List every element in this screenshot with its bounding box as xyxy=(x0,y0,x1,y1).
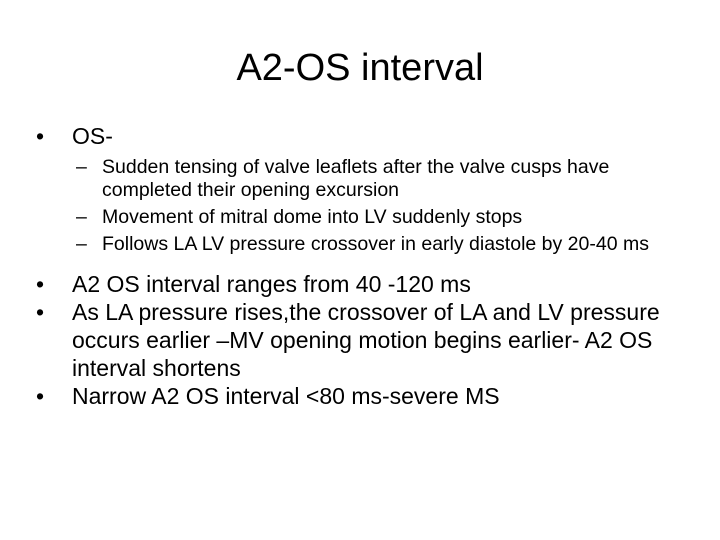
bullet-icon: • xyxy=(36,271,45,297)
sub-bullet-item xyxy=(36,206,686,229)
bullet-icon: • xyxy=(36,299,45,325)
dash-icon: – xyxy=(76,233,87,255)
sub-list-container xyxy=(36,156,686,256)
bullet-text: OS- xyxy=(72,123,113,149)
sub-bullet-item xyxy=(36,233,686,256)
sub-bullet-list xyxy=(36,156,686,256)
bullet-text: A2 OS interval ranges from 40 -120 ms xyxy=(72,271,471,297)
dash-icon: – xyxy=(76,156,87,178)
sub-bullet-text: Follows LA LV pressure crossover in early diastole by 20-40 ms xyxy=(102,233,649,255)
bullet-item xyxy=(36,122,686,150)
bullet-item xyxy=(36,298,686,382)
bullet-item xyxy=(36,270,686,298)
bullet-icon: • xyxy=(36,123,45,149)
sub-bullet-text: Sudden tensing of valve leaflets after the valve cusps have completed their opening excursion xyxy=(102,156,610,201)
bullet-list xyxy=(36,122,686,410)
sub-bullet-item xyxy=(36,156,686,202)
slide-title: A2-OS interval xyxy=(236,47,484,89)
sub-bullet-text: Movement of mitral dome into LV suddenly stops xyxy=(102,206,523,228)
bullet-icon: • xyxy=(36,383,45,409)
bullet-text: As LA pressure rises,the crossover of LA and LV pressure occurs earlier –MV opening motion begins earlier- A2 OS interval shortens xyxy=(72,299,660,381)
dash-icon: – xyxy=(76,206,87,228)
bullet-item xyxy=(36,382,686,410)
spacer xyxy=(36,260,686,270)
bullet-text: Narrow A2 OS interval <80 ms-severe MS xyxy=(72,383,500,409)
